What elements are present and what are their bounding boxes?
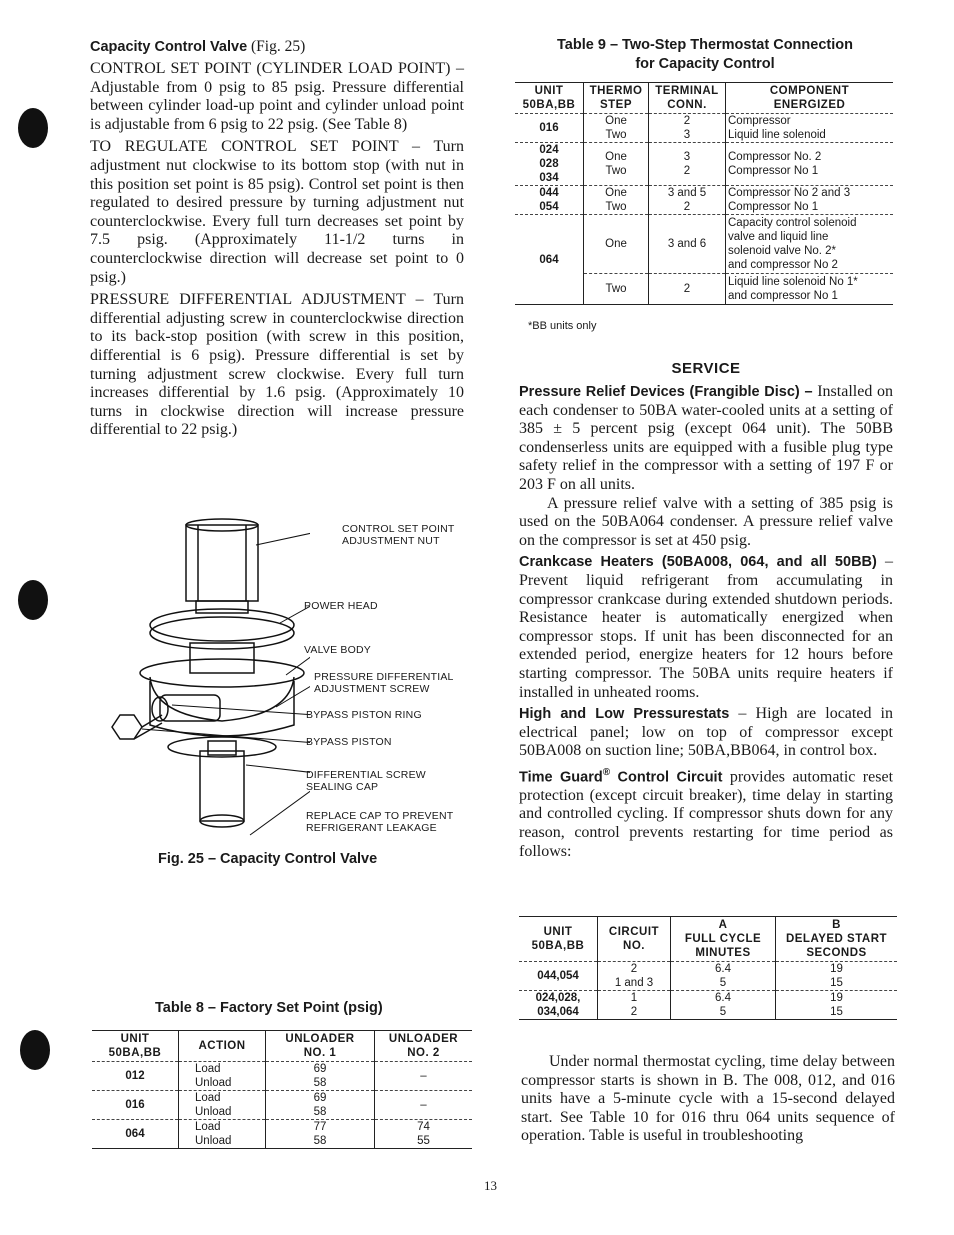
crankcase-heading: Crankcase Heaters (50BA008, 064, and all 50BB): [519, 554, 877, 571]
binding-hole: [20, 1030, 50, 1070]
time-guard-heading: Time Guard: [519, 769, 603, 786]
label-control-set-point: CONTROL SET POINT ADJUSTMENT NUT: [342, 523, 455, 547]
table-row: 012 Load Unload 69 58 –: [92, 1062, 472, 1091]
label-bypass-piston-ring: BYPASS PISTON RING: [306, 709, 422, 721]
fig-ref: (Fig. 25): [247, 38, 306, 55]
control-set-point-paragraph: CONTROL SET POINT (CYLINDER LOAD POINT) – Adjustable from 0 psig to 85 psig. Pressure differential between cylinder load-up point and cylinder unload point is adjustable from 6 psig to 22 psig. (See Table 8): [90, 60, 464, 133]
label-bypass-piston: BYPASS PISTON: [306, 736, 392, 748]
pressure-differential-paragraph: PRESSURE DIFFERENTIAL ADJUSTMENT – Turn differential adjusting screw in counterclockwise direction to its back-stop position (with screw in this position, differential is 6 psig). Pressure differential is set by turning adjustment screw clockwise. Every full turn increases differential by 1.6 psig. (Approximately 10 turns in clockwise direction will increase pressure differential to 22 psig.): [90, 291, 464, 439]
table9-title: Table 9 – Two-Step Thermostat Connection for Capacity Control: [557, 37, 853, 72]
table-row: 044 054 One Two 3 and 5 2 Compressor No 2 and 3 Compressor No 1: [515, 186, 893, 215]
service-title: SERVICE: [671, 360, 741, 377]
table9-footnote: *BB units only: [528, 320, 597, 332]
table-row: 064 One 3 and 6 Capacity control solenoid valve and liquid line solenoid valve No. 2* and compressor No 2: [515, 215, 893, 274]
figure-25: [90, 515, 470, 885]
table-row: 016 Load Unload 69 58 –: [92, 1091, 472, 1120]
time-guard-table: UNIT 50BA,BB CIRCUIT NO. A FULL CYCLE MINUTES B DELAYED START SECONDS 044,054 2 1 and 3 6.4 5 19 15 024,028, 034,064 1 2 6.4 5 19 15: [519, 916, 897, 1020]
table8-title: Table 8 – Factory Set Point (psig): [155, 1000, 383, 1016]
pressurestats-heading: High and Low Pressurestats: [519, 706, 730, 723]
capacity-control-heading: Capacity Control Valve: [90, 39, 248, 55]
table9: UNIT 50BA,BB THERMO STEP TERMINAL CONN. COMPONENT ENERGIZED 016 One Two 2 3 Compressor Liquid line solenoid 024 028 034 One Two 3 2 Compressor No. 2 Compressor No 1 044 054 One Two 3 and 5 2 Compressor No 2 and 3 Compressor No 1 064 One 3 and 6 Capacity control solenoid valve and liquid line solenoid valve No. 2* and compressor No 2 Two 2 Liquid line solenoid No 1* and compressor No 1: [515, 82, 893, 305]
page-number: 13: [484, 1178, 497, 1193]
label-power-head: POWER HEAD: [304, 600, 378, 612]
binding-hole: [18, 580, 48, 620]
label-sealing-cap: DIFFERENTIAL SCREW SEALING CAP: [306, 769, 426, 793]
regulate-paragraph: TO REGULATE CONTROL SET POINT – Turn adjustment nut clockwise to its bottom stop (with nut in this position set point is 85 psig). Control set point is then regulated to desired pressure by turning adjustment nut counterclockwise. Every full turn decreases set point by 7.5 psig. (Approximately 11-1/2 turns in counterclockwise direction will decrease set point to 0 psig.): [90, 138, 464, 286]
table-row: 044,054 2 1 and 3 6.4 5 19 15: [519, 962, 897, 991]
binding-hole: [18, 108, 48, 148]
label-replace-cap: REPLACE CAP TO PREVENT REFRIGERANT LEAKAGE: [306, 810, 454, 834]
table-row: 024,028, 034,064 1 2 6.4 5 19 15: [519, 991, 897, 1020]
left-column: [90, 38, 464, 440]
table8-action-header: ACTION: [179, 1031, 266, 1062]
table-row: Two 2 Liquid line solenoid No 1* and compressor No 1: [515, 274, 893, 305]
label-pressure-differential: PRESSURE DIFFERENTIAL ADJUSTMENT SCREW: [314, 671, 454, 695]
service-section: SERVICE Pressure Relief Devices (Frangible Disc) – Installed on each condenser to 50BA water-cooled units at a setting of 385 ± 5 percent psig (except 064 unit). The 50BB condenserless units are equipped with a fusible plug type safety relief in the compressor with a setting of 197 F or 203 F on all units. A pressure relief valve with a setting of 385 psig is used on the 50BA064 condenser. A pressure relief valve on the compressor is set at 450 psig. Crankcase Heaters (50BA008, 064, and all 50BB) – Prevent liquid refrigerant from accumulating in compressor crankcase during extended shutdown periods. Resistance heater is automatically energized when compressor stops. If unit has been disconnected for an extended period, energize heaters for 12 hours before starting compressor. The 50BA units require heaters if installed in unheated rooms. High and Low Pressurestats – High are located in electrical panel; low on top of compressor except 50BA008 on suction line; 50BA,BB064, in control box. Time Guard® Control Circuit provides automatic reset protection (except circuit breaker), time delay in starting and controlled cycling. If compressor shuts down for any reason, control prevents restarting for time period as follows:: [519, 360, 894, 860]
table-row: 064 Load Unload 77 58 74 55: [92, 1120, 472, 1149]
table-row: 016 One Two 2 3 Compressor Liquid line solenoid: [515, 114, 893, 143]
label-valve-body: VALVE BODY: [304, 644, 371, 656]
table8: UNIT 50BA,BB ACTION UNLOADER NO. 1 UNLOADER NO. 2 012 Load Unload 69 58 – 016 Load Unload 69 58 – 064 Load Unload 77 58 74 55: [92, 1030, 472, 1149]
closing-paragraph: Under normal thermostat cycling, time delay between compressor starts is shown in B. The 008, 012, and 016 units have a 5-minute cycle with a 15-second delayed start. See Table 10 for 016 thru 064 units sequence of operation. Table is useful in troubleshooting: [521, 1053, 895, 1145]
prd-heading: Pressure Relief Devices (Frangible Disc) –: [519, 384, 813, 400]
figure-caption: Fig. 25 – Capacity Control Valve: [158, 851, 378, 867]
table-row: 024 028 034 One Two 3 2 Compressor No. 2 Compressor No 1: [515, 143, 893, 186]
capacity-control-valve-drawing: [90, 515, 310, 845]
